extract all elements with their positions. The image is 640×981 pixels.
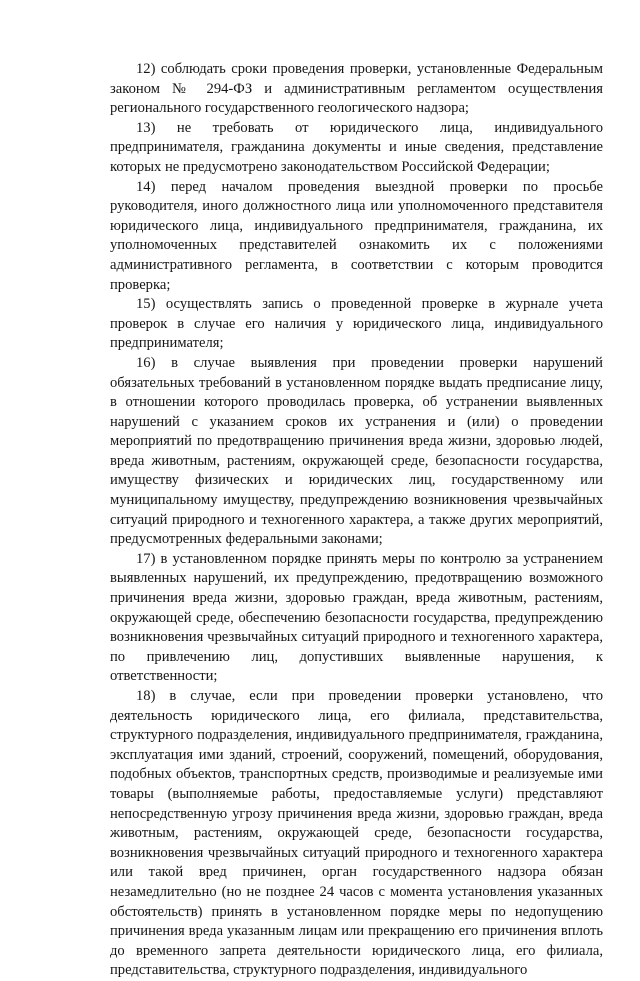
paragraph-item-14: 14) перед началом проведения выездной проверки по просьбе руководителя, иного должностного лица или уполномоченного представителя юридического лица, индивидуального предпринимателя, гражданина, их уполномоченных представителей ознакомить их с положениями административного регламента, в соответствии с которым проводится проверка; bbox=[110, 178, 603, 293]
paragraph-item-13: 13) не требовать от юридического лица, индивидуального предпринимателя, гражданина документы и иные сведения, представление которых не предусмотрено законодательством Российской Федерации; bbox=[110, 119, 603, 175]
paragraph-item-16: 16) в случае выявления при проведении проверки нарушений обязательных требований в установленном порядке выдать предписание лицу, в отношении которого проводилась проверка, об устранении выявленных нарушений с указанием сроков их устранения и (или) о проведении мероприятий по предотвращению причинения вреда жизни, здоровью людей, вреда животным, растениям, окружающей среде, безопасности государства, имуществу физических и юридических лиц, государственному или муниципальному имуществу, предупреждению возникновения чрезвычайных ситуаций природного и техногенного характера, а также других мероприятий, предусмотренных федеральными законами; bbox=[110, 354, 603, 548]
paragraph-item-12: 12) соблюдать сроки проведения проверки, установленные Федеральным законом № 294-ФЗ и административным регламентом осуществления регионального государственного геологического надзора; bbox=[110, 61, 603, 117]
paragraph-item-18: 18) в случае, если при проведении проверки установлено, что деятельность юридического лица, его филиала, представительства, структурного подразделения, индивидуального предпринимателя, гражданина, эксплуатация ими зданий, строений, сооружений, помещений, оборудования, подобных объектов, транспортных средств, производимые и реализуемые ими товары (выполняемые работы, предоставляемые услуги) представляют непосредственную угрозу причинения вреда жизни, здоровью граждан, вреда животным, растениям, окружающей среде, безопасности государства, возникновения чрезвычайных ситуаций природного и техногенного характера или такой вред причинен, орган государственного надзора обязан незамедлительно (но не позднее 24 часов с момента установления указанных обстоятельств) принять в установленном порядке меры по недопущению причинения вреда указанным лицам или прекращению его причинения вплоть до временного запрета деятельности юридического лица, его филиала, представительства, структурного подразделения, индивидуального bbox=[110, 688, 603, 979]
document-body bbox=[110, 60, 603, 981]
paragraph-item-15: 15) осуществлять запись о проведенной проверке в журнале учета проверок в случае его наличия у юридического лица, индивидуального предпринимателя; bbox=[110, 296, 603, 352]
paragraph-item-17: 17) в установленном порядке принять меры по контролю за устранением выявленных нарушений, их предупреждению, предотвращению возможного причинения вреда жизни, здоровью граждан, вреда животным, растениям, окружающей среде, обеспечению безопасности государства, предупреждению возникновения чрезвычайных ситуаций природного и техногенного характера, по привлечению лиц, допустивших выявленные нарушения, к ответственности; bbox=[110, 550, 603, 685]
